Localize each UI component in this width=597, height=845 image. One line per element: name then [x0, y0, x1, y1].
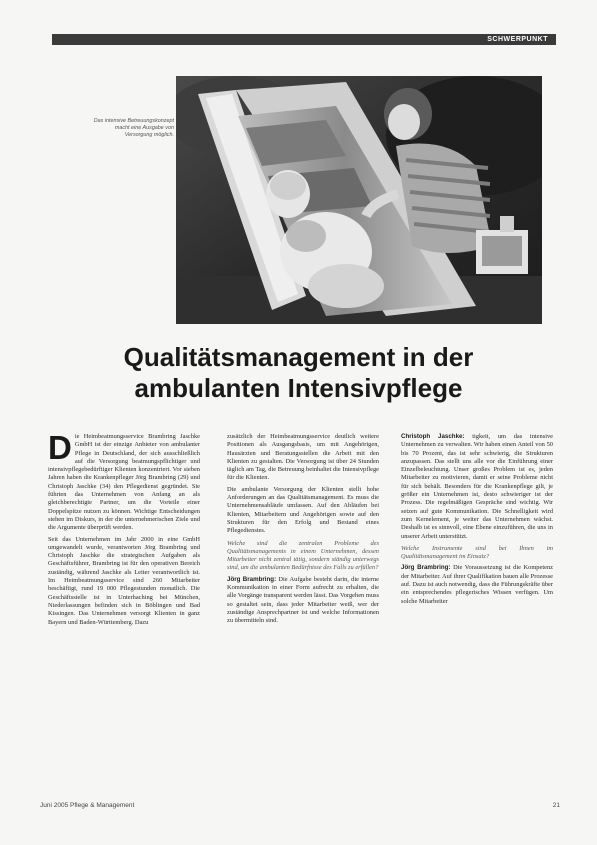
speaker-name: Christoph Jaschke: [401, 433, 465, 440]
page-footer [40, 802, 560, 816]
paragraph: Die ambulante Versorgung der Klienten stellt hohe Anforderungen an das Qualitätsmanagement. Es muss die Unternehmensabläufe umfassen. Auf den Abläufen bei Klienten, Mitarbeitern und Angehörigen sowie auf den Strukturen für den Erfolg und Bestand eines Pflegedienstes. [227, 485, 379, 535]
interview-question: Welche sind die zentralen Probleme des Qualitätsmanagements in einem Unternehmen, dessen Mitarbeiter nicht zentral tätig, sondern ständig unterwegs sind, um die ambulanten Bedürfnisse des Falls zu erfüllen? [227, 539, 379, 572]
speaker-name: Jörg Brambring: [401, 564, 451, 572]
article-title-line2: ambulanten Intensivpflege [134, 373, 463, 403]
paragraph: Seit das Unternehmen im Jahr 2000 in eine GmbH umgewandelt wurde, verantworten Jörg Brambring und Christoph Jaschke die strategischen Aufgaben als Geschäftsführer, Brambring ist für den operativen Bereich zuständig, während Jaschke als Leiter verantwortlich ist. Im Heimbeatmungsservice sind 260 Mitarbeiter beschäftigt, rund 19 000 Pflegestunden monatlich. Die Geschäftsstelle ist in Unterhaching bei München, Niederlassungen befinden sich in Böblingen und Bad Kissingen. Das Unternehmen versorgt Klienten in ganz Bayern und Baden-Württemberg. Dazu [48, 535, 200, 626]
answer-paragraph: Jörg Brambring: Die Aufgabe besteht darin, die interne Kommunikation in einer Form aufrecht zu erhalten, die alle Vorgänge transparent werden lässt. Das Vorgehen muss so gestaltet sein, dass jeder Mitarbeiter weiß, wer der zuständige Ansprechpartner ist und welche Informationen zu übermitteln sind. [227, 575, 379, 625]
article-body [48, 433, 558, 798]
photo-illustration [176, 76, 542, 324]
section-header-bar [52, 34, 556, 45]
article-column-1 [48, 433, 200, 798]
answer-paragraph: Christoph Jaschke: tigkeit, um das intensive Unternehmen zu verwalten. Wir haben einen Anteil von 50 bis 70 Prozent, das ist sehr schwierig, die Strukturen anzupassen. Das stellt uns alle vor die Einführung einer Einzelbeleuchtung. Unser großes Problem ist es, jeden Mitarbeiter zu motivieren, damit er seine Probleme nicht für sich behält. Besonders für die Krankenpflege gilt, je größer ein Unternehmen ist, desto schwieriger ist der Prozess. Die regelmäßigen Gespräche sind wichtig. Wir setzen auf gute Kommunikation. Die Schnelligkeit wird zum Kernelement, je weiter das Unternehmen wächst. Deshalb ist es sinnvoll, eine Ebene einzuführen, die uns in unserer Arbeit unterstützt. [401, 433, 553, 540]
footer-publication: Juni 2005 Pflege & Management [40, 802, 135, 809]
interview-question: Welche Instrumente sind bei Ihnen im Qualitätsmanagement im Einsatz? [401, 544, 553, 561]
section-label: SCHWERPUNKT [487, 36, 548, 43]
page-number: 21 [552, 802, 560, 809]
answer-paragraph: Jörg Brambring: Die Voraussetzung ist die Kompetenz der Mitarbeiter. Auf ihrer Qualifikation bauen alle Prozesse auf. Dazu ist auch notwendig, dass die Führungskräfte über ein entsprechendes pflegerisches Wissen verfügen. Um solche Mitarbeiter [401, 564, 553, 605]
paragraph: zusätzlich der Heimbeatmungsservice deutlich weitere Positionen als Ausgangsbasis, um mit Angehörigen, Hausärzten und Beratungsstellen die Arbeit mit den Klienten zu gestalten. Die Versorgung ist über 24 Stunden täglich am Tag, die Betreuung beinhaltet die Intensivpflege für die Klienten. [227, 433, 379, 482]
article-column-3 [401, 433, 553, 798]
speaker-name: Jörg Brambring: [227, 575, 277, 583]
article-title-line1: Qualitätsmanagement in der [123, 342, 474, 372]
article-title [40, 342, 557, 404]
drop-cap: D [48, 433, 72, 466]
article-column-2 [227, 433, 379, 798]
photo-caption: Das intensive Betreuungskonzept macht eine Ausgabe von Versorgung möglich. [93, 118, 174, 139]
paragraph: Die Heimbeatmungsservice Brambring Jaschke GmbH ist der einzige Anbieter von ambulanter Pflege in Deutschland, der sich ausschließlich auf die Versorgung beatmungspflichtiger und intensivpflegebedürftiger Klienten konzentriert. Vor sieben Jahren haben die Krankenpfleger Jörg Brambring (29) und Christoph Jaschke (34) den Pflegedienst gegründet. Sie führten das Unternehmen von Anfang an als gleichberechtigte Partner, um die Vorteile einer Doppelspitze nutzen zu können. Wichtige Entscheidungen stehen im Diskurs, in der die unternehmerischen Ziele und die Argumente überprüft werden. [48, 433, 200, 532]
article-photo [176, 76, 542, 324]
